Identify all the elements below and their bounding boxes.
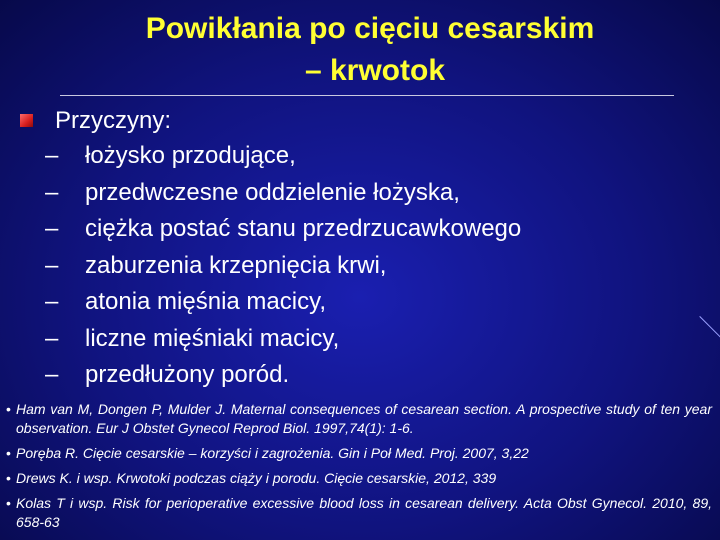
reference-item: [6, 400, 712, 438]
dash: –: [45, 324, 59, 352]
list-item: [45, 357, 521, 394]
reference-text: Kolas T i wsp. Risk for perioperative excessive blood loss in cesarean delivery. Acta Obst Gynecol. 2010, 89, 658-63: [16, 495, 712, 530]
causes-heading: Przyczyny:: [55, 107, 172, 134]
reference-text: Poręba R. Cięcie cesarskie – korzyści i zagrożenia. Gin i Poł Med. Proj. 2007, 3,22: [16, 445, 529, 461]
references: [6, 400, 712, 538]
dash: –: [45, 288, 59, 315]
reference-bullet: •: [6, 470, 11, 486]
title-line-2: – krwotok: [304, 54, 446, 87]
list-item: [45, 284, 521, 321]
list-item: [45, 175, 521, 212]
reference-text: Drews K. i wsp. Krwotoki podczas ciąży i porodu. Cięcie cesarskie, 2012, 339: [16, 470, 497, 486]
title-divider: [60, 95, 674, 96]
reference-text: Ham van M, Dongen P, Mulder J. Maternal consequences of cesarean section. A prospective study of ten year observation. Eur J Obstet Gynecol Reprod Biol. 1997,74(1): 1-6.: [16, 401, 712, 436]
dash: –: [45, 251, 59, 279]
slide-title: [20, 8, 720, 92]
list-item-text: liczne mięśniaki macicy,: [85, 324, 340, 352]
reference-item: [6, 469, 712, 488]
decorative-diagonal-line: [699, 316, 720, 338]
list-item: [45, 248, 521, 285]
reference-bullet: •: [6, 445, 11, 461]
list-item-text: przedwczesne oddzielenie łożyska,: [85, 178, 460, 206]
list-item-text: łożysko przodujące,: [85, 142, 296, 169]
list-item-text: zaburzenia krzepnięcia krwi,: [85, 251, 387, 279]
list-item-text: przedłużony poród.: [85, 361, 290, 388]
reference-item: [6, 444, 712, 463]
red-square-bullet-icon: [20, 114, 33, 127]
title-line-1: Powikłania po cięciu cesarskim: [145, 12, 595, 45]
dash: –: [45, 178, 59, 206]
list-item-text: atonia mięśnia macicy,: [85, 288, 326, 315]
list-item-text: ciężka postać stanu przedrzucawkowego: [85, 215, 522, 242]
reference-item: [6, 494, 712, 532]
dash: –: [45, 215, 59, 242]
reference-bullet: •: [6, 495, 11, 511]
list-item: [45, 321, 521, 358]
list-item: [45, 211, 521, 248]
dash: –: [45, 361, 59, 388]
causes-list: [45, 138, 521, 394]
list-item: [45, 138, 521, 175]
reference-bullet: •: [6, 401, 11, 417]
dash: –: [45, 142, 59, 169]
